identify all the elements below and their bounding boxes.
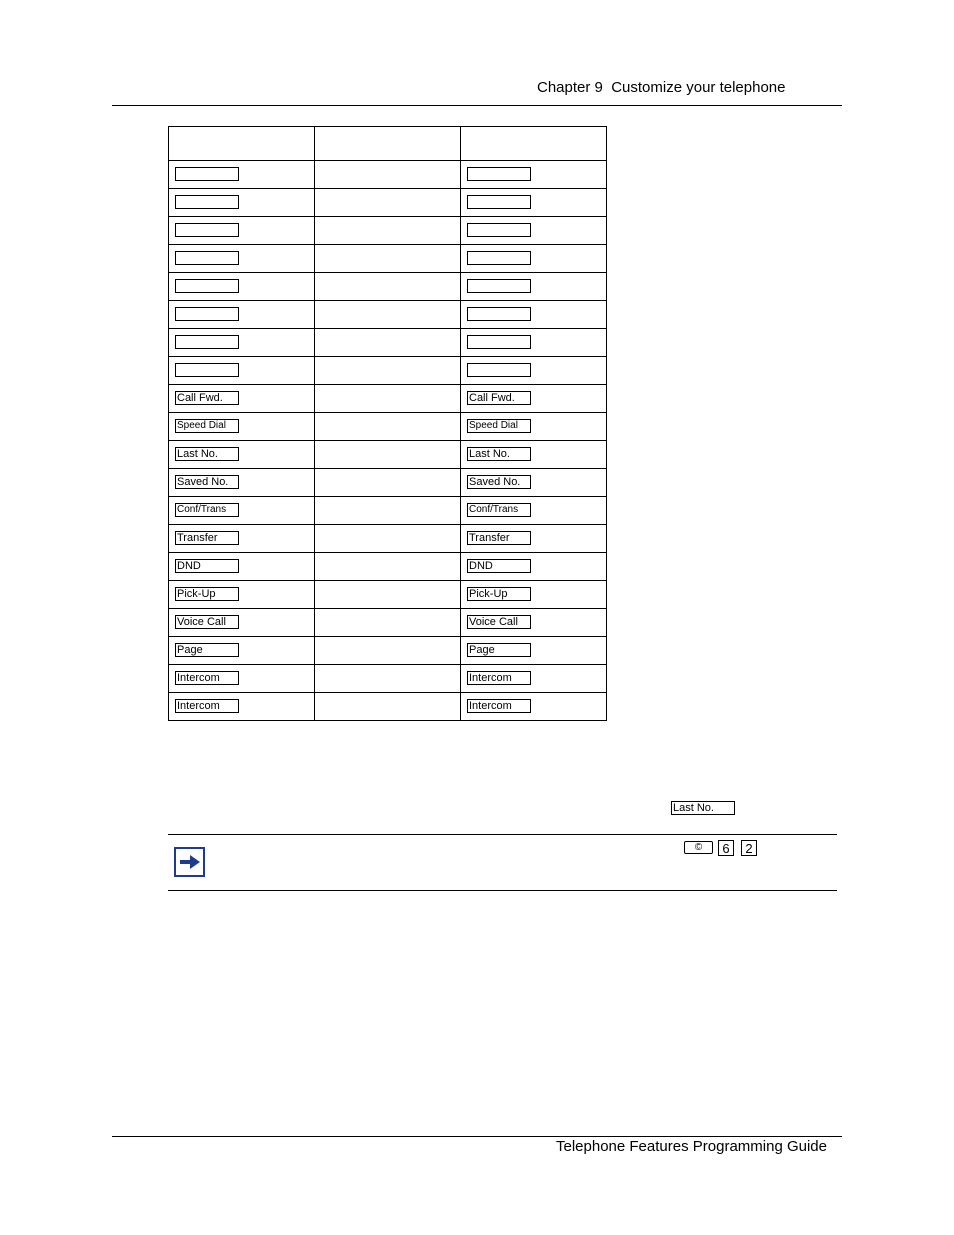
table-row — [169, 245, 607, 273]
table-cell-left — [169, 301, 315, 329]
table-cell-middle — [315, 665, 461, 693]
memory-key-label: Pick-Up — [467, 587, 531, 601]
memory-key-label: Last No. — [467, 447, 531, 461]
table-cell-middle — [315, 301, 461, 329]
memory-key-label — [175, 223, 239, 237]
memory-key-label: Transfer — [467, 531, 531, 545]
memory-key-label: Intercom — [467, 699, 531, 713]
memory-key-label: Saved No. — [175, 475, 239, 489]
table-cell-left — [169, 525, 315, 553]
table-cell-left — [169, 217, 315, 245]
memory-key-label — [175, 307, 239, 321]
memory-key-label — [467, 195, 531, 209]
table-row — [169, 217, 607, 245]
table-cell-right — [461, 161, 607, 189]
table-row — [169, 357, 607, 385]
table-header-row — [169, 127, 607, 161]
memory-key-label — [175, 167, 239, 181]
table-row — [169, 189, 607, 217]
memory-key-label: Call Fwd. — [467, 391, 531, 405]
table-cell-middle — [315, 357, 461, 385]
memory-key-label — [467, 251, 531, 265]
memory-key-label: Voice Call — [175, 615, 239, 629]
table-cell-right — [461, 525, 607, 553]
table-cell-left — [169, 441, 315, 469]
table-cell-left — [169, 665, 315, 693]
table-row — [169, 413, 607, 441]
table-row — [169, 609, 607, 637]
feature-key: © — [684, 841, 713, 854]
table-cell-middle — [315, 609, 461, 637]
table-cell-middle — [315, 245, 461, 273]
table-cell-left — [169, 469, 315, 497]
table-cell-right — [461, 273, 607, 301]
memory-key-label: Conf/Trans — [175, 503, 239, 517]
button-label-table — [168, 126, 607, 721]
table-row — [169, 581, 607, 609]
table-cell-right — [461, 217, 607, 245]
memory-key-label: Call Fwd. — [175, 391, 239, 405]
memory-key-label — [467, 279, 531, 293]
table-cell-middle — [315, 693, 461, 721]
table-cell-right — [461, 553, 607, 581]
table-cell-left — [169, 609, 315, 637]
table-cell-right — [461, 441, 607, 469]
table-cell-right — [461, 189, 607, 217]
table-cell-right — [461, 413, 607, 441]
memory-key-label — [467, 307, 531, 321]
table-cell-right — [461, 385, 607, 413]
table-cell-middle — [315, 413, 461, 441]
table-cell-middle — [315, 217, 461, 245]
table-cell-right — [461, 609, 607, 637]
memory-key-label: Intercom — [175, 699, 239, 713]
table-cell-left — [169, 385, 315, 413]
table-cell-middle — [315, 581, 461, 609]
memory-key-label: Voice Call — [467, 615, 531, 629]
memory-key-label — [175, 195, 239, 209]
table-row — [169, 469, 607, 497]
table-cell-middle — [315, 637, 461, 665]
memory-key-label — [175, 279, 239, 293]
memory-key-label: Pick-Up — [175, 587, 239, 601]
table-row — [169, 161, 607, 189]
note-bottom-rule — [168, 890, 837, 891]
table-cell-right — [461, 357, 607, 385]
table-cell-left — [169, 161, 315, 189]
chapter-header: Chapter 9 Customize your telephone — [537, 79, 786, 96]
table-cell-left — [169, 413, 315, 441]
table-header-cell — [461, 127, 607, 161]
memory-key-label: Conf/Trans — [467, 503, 531, 517]
header-rule — [112, 105, 842, 106]
table-cell-middle — [315, 385, 461, 413]
table-cell-left — [169, 357, 315, 385]
memory-key-label — [467, 223, 531, 237]
memory-key-label: Speed Dial — [467, 419, 531, 433]
table-row — [169, 385, 607, 413]
table-cell-right — [461, 497, 607, 525]
table-cell-left — [169, 329, 315, 357]
memory-key-label: Page — [467, 643, 531, 657]
table-cell-middle — [315, 189, 461, 217]
table-cell-right — [461, 665, 607, 693]
memory-key-label — [467, 167, 531, 181]
note-top-rule — [168, 834, 837, 835]
table-row — [169, 665, 607, 693]
table-cell-left — [169, 245, 315, 273]
memory-key-label — [467, 335, 531, 349]
memory-key-label: Transfer — [175, 531, 239, 545]
memory-key-label — [467, 363, 531, 377]
table-row — [169, 441, 607, 469]
table-cell-left — [169, 637, 315, 665]
table-row — [169, 497, 607, 525]
table-cell-middle — [315, 525, 461, 553]
table-cell-left — [169, 693, 315, 721]
memory-key-label: Speed Dial — [175, 419, 239, 433]
memory-key-label — [175, 363, 239, 377]
table-cell-middle — [315, 469, 461, 497]
table-row — [169, 553, 607, 581]
table-row — [169, 693, 607, 721]
memory-key-label: DND — [175, 559, 239, 573]
table-cell-right — [461, 301, 607, 329]
memory-key-label: Page — [175, 643, 239, 657]
dial-digit-key: 6 — [718, 840, 734, 856]
memory-key-label: DND — [467, 559, 531, 573]
memory-key-label — [175, 251, 239, 265]
table-row — [169, 329, 607, 357]
table-cell-right — [461, 581, 607, 609]
table-cell-left — [169, 189, 315, 217]
memory-key-label: Intercom — [467, 671, 531, 685]
table-cell-middle — [315, 161, 461, 189]
table-cell-right — [461, 329, 607, 357]
table-cell-left — [169, 273, 315, 301]
memory-key-label: Last No. — [175, 447, 239, 461]
table-header-cell — [169, 127, 315, 161]
table-row — [169, 273, 607, 301]
table-cell-right — [461, 245, 607, 273]
table-cell-middle — [315, 329, 461, 357]
footer-title: Telephone Features Programming Guide — [556, 1138, 827, 1155]
last-no-key: Last No. — [671, 801, 735, 815]
table-cell-right — [461, 693, 607, 721]
table-row — [169, 637, 607, 665]
table-cell-middle — [315, 553, 461, 581]
table-cell-right — [461, 469, 607, 497]
table-cell-left — [169, 553, 315, 581]
table-cell-middle — [315, 273, 461, 301]
table-row — [169, 301, 607, 329]
memory-key-label — [175, 335, 239, 349]
table-cell-right — [461, 637, 607, 665]
dial-digit-key: 2 — [741, 840, 757, 856]
table-header-cell — [315, 127, 461, 161]
table-cell-left — [169, 581, 315, 609]
table-cell-middle — [315, 497, 461, 525]
memory-key-label: Saved No. — [467, 475, 531, 489]
memory-key-label: Intercom — [175, 671, 239, 685]
table-cell-middle — [315, 441, 461, 469]
arrow-right-icon — [174, 847, 205, 877]
table-row — [169, 525, 607, 553]
footer-rule — [112, 1136, 842, 1137]
table-cell-left — [169, 497, 315, 525]
